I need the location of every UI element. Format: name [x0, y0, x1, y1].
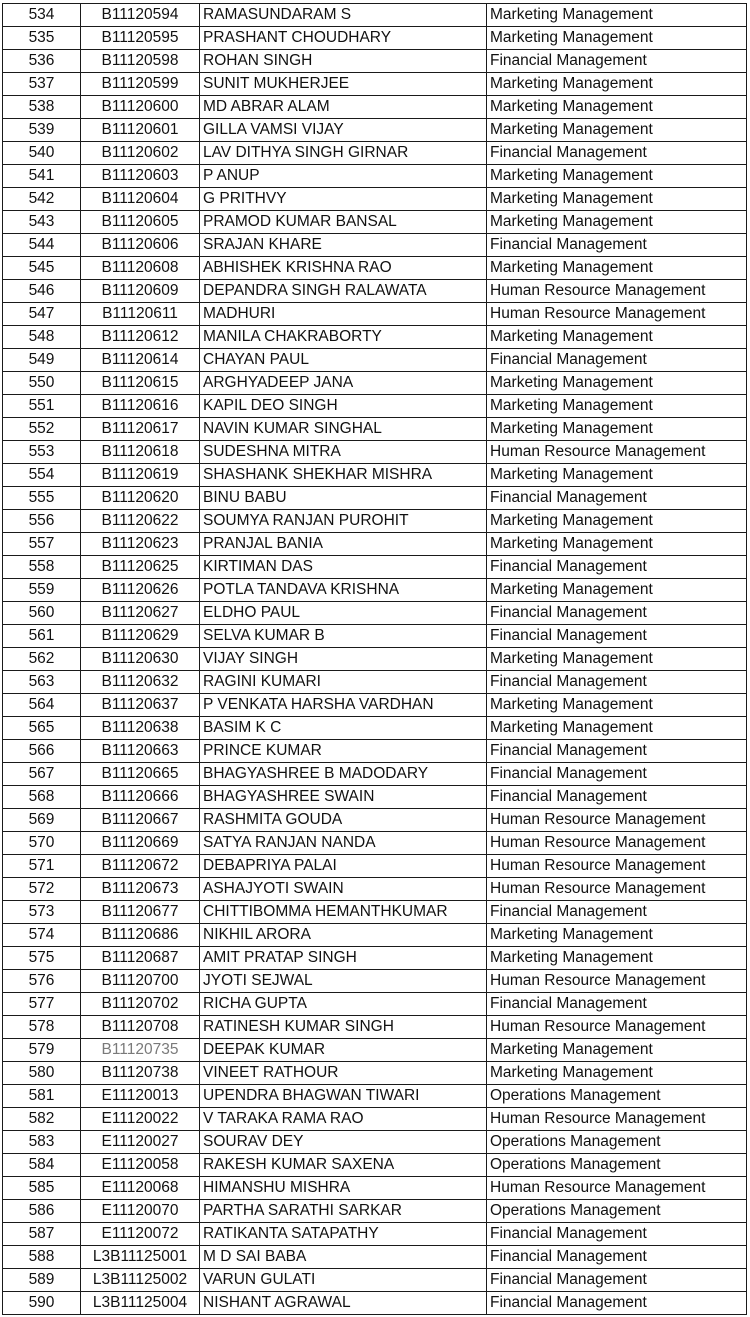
roll-number-cell: B11120594 [81, 4, 200, 27]
specialization-cell: Marketing Management [487, 96, 747, 119]
specialization-cell: Marketing Management [487, 947, 747, 970]
specialization-cell: Marketing Management [487, 579, 747, 602]
student-name-cell: UPENDRA BHAGWAN TIWARI [200, 1085, 487, 1108]
roll-number-cell: B11120611 [81, 303, 200, 326]
specialization-cell: Marketing Management [487, 73, 747, 96]
table-row [3, 142, 747, 165]
serial-number-cell: 587 [3, 1223, 81, 1246]
table-row [3, 50, 747, 73]
roll-number-cell: B11120735 [81, 1039, 200, 1062]
roll-number-cell: B11120620 [81, 487, 200, 510]
student-name-cell: M D SAI BABA [200, 1246, 487, 1269]
roll-number-cell: L3B11125001 [81, 1246, 200, 1269]
serial-number-cell: 553 [3, 441, 81, 464]
specialization-cell: Marketing Management [487, 418, 747, 441]
table-row [3, 1062, 747, 1085]
table-row [3, 1039, 747, 1062]
student-name-cell: RAMASUNDARAM S [200, 4, 487, 27]
roll-number-cell: B11120738 [81, 1062, 200, 1085]
specialization-cell: Financial Management [487, 1269, 747, 1292]
table-row [3, 1246, 747, 1269]
specialization-cell: Operations Management [487, 1200, 747, 1223]
specialization-cell: Financial Management [487, 786, 747, 809]
student-name-cell: MANILA CHAKRABORTY [200, 326, 487, 349]
roll-number-cell: B11120600 [81, 96, 200, 119]
table-row [3, 832, 747, 855]
specialization-cell: Financial Management [487, 487, 747, 510]
specialization-cell: Marketing Management [487, 648, 747, 671]
serial-number-cell: 590 [3, 1292, 81, 1315]
specialization-cell: Operations Management [487, 1085, 747, 1108]
student-name-cell: ABHISHEK KRISHNA RAO [200, 257, 487, 280]
serial-number-cell: 589 [3, 1269, 81, 1292]
roll-number-cell: B11120665 [81, 763, 200, 786]
table-row [3, 211, 747, 234]
serial-number-cell: 537 [3, 73, 81, 96]
student-name-cell: ELDHO PAUL [200, 602, 487, 625]
student-name-cell: V TARAKA RAMA RAO [200, 1108, 487, 1131]
table-row [3, 326, 747, 349]
specialization-cell: Financial Management [487, 993, 747, 1016]
student-name-cell: GILLA VAMSI VIJAY [200, 119, 487, 142]
serial-number-cell: 555 [3, 487, 81, 510]
table-row [3, 625, 747, 648]
student-name-cell: SOUMYA RANJAN PUROHIT [200, 510, 487, 533]
table-row [3, 579, 747, 602]
serial-number-cell: 576 [3, 970, 81, 993]
table-row [3, 303, 747, 326]
table-row [3, 487, 747, 510]
serial-number-cell: 546 [3, 280, 81, 303]
roll-number-cell: B11120625 [81, 556, 200, 579]
roll-number-cell: B11120673 [81, 878, 200, 901]
student-name-cell: SOURAV DEY [200, 1131, 487, 1154]
student-name-cell: RATIKANTA SATAPATHY [200, 1223, 487, 1246]
student-name-cell: LAV DITHYA SINGH GIRNAR [200, 142, 487, 165]
roll-number-cell: B11120627 [81, 602, 200, 625]
student-name-cell: SUNIT MUKHERJEE [200, 73, 487, 96]
student-name-cell: PARTHA SARATHI SARKAR [200, 1200, 487, 1223]
table-row [3, 4, 747, 27]
student-name-cell: AMIT PRATAP SINGH [200, 947, 487, 970]
student-name-cell: RAKESH KUMAR SAXENA [200, 1154, 487, 1177]
serial-number-cell: 548 [3, 326, 81, 349]
specialization-cell: Marketing Management [487, 464, 747, 487]
roll-number-cell: B11120619 [81, 464, 200, 487]
specialization-cell: Financial Management [487, 901, 747, 924]
serial-number-cell: 545 [3, 257, 81, 280]
specialization-cell: Marketing Management [487, 510, 747, 533]
specialization-cell: Financial Management [487, 740, 747, 763]
table-row [3, 1154, 747, 1177]
roll-number-cell: E11120058 [81, 1154, 200, 1177]
specialization-cell: Human Resource Management [487, 303, 747, 326]
serial-number-cell: 577 [3, 993, 81, 1016]
table-row [3, 901, 747, 924]
serial-number-cell: 536 [3, 50, 81, 73]
serial-number-cell: 568 [3, 786, 81, 809]
student-name-cell: RAGINI KUMARI [200, 671, 487, 694]
serial-number-cell: 580 [3, 1062, 81, 1085]
serial-number-cell: 557 [3, 533, 81, 556]
specialization-cell: Human Resource Management [487, 832, 747, 855]
serial-number-cell: 539 [3, 119, 81, 142]
table-row [3, 878, 747, 901]
specialization-cell: Human Resource Management [487, 1108, 747, 1131]
roll-number-cell: B11120626 [81, 579, 200, 602]
specialization-cell: Marketing Management [487, 1039, 747, 1062]
student-name-cell: JYOTI SEJWAL [200, 970, 487, 993]
table-row [3, 96, 747, 119]
roll-number-cell: B11120598 [81, 50, 200, 73]
roll-number-cell: L3B11125002 [81, 1269, 200, 1292]
specialization-cell: Marketing Management [487, 372, 747, 395]
roll-number-cell: B11120612 [81, 326, 200, 349]
table-row [3, 418, 747, 441]
serial-number-cell: 549 [3, 349, 81, 372]
table-row [3, 280, 747, 303]
student-name-cell: CHAYAN PAUL [200, 349, 487, 372]
serial-number-cell: 563 [3, 671, 81, 694]
serial-number-cell: 584 [3, 1154, 81, 1177]
serial-number-cell: 550 [3, 372, 81, 395]
specialization-cell: Human Resource Management [487, 970, 747, 993]
student-name-cell: SATYA RANJAN NANDA [200, 832, 487, 855]
serial-number-cell: 578 [3, 1016, 81, 1039]
table-row [3, 1085, 747, 1108]
roll-number-cell: B11120677 [81, 901, 200, 924]
specialization-cell: Financial Management [487, 349, 747, 372]
serial-number-cell: 570 [3, 832, 81, 855]
roll-number-cell: B11120629 [81, 625, 200, 648]
specialization-cell: Marketing Management [487, 694, 747, 717]
serial-number-cell: 574 [3, 924, 81, 947]
serial-number-cell: 573 [3, 901, 81, 924]
roll-number-cell: E11120070 [81, 1200, 200, 1223]
specialization-cell: Financial Management [487, 142, 747, 165]
student-name-cell: KAPIL DEO SINGH [200, 395, 487, 418]
specialization-cell: Financial Management [487, 1246, 747, 1269]
table-row [3, 717, 747, 740]
serial-number-cell: 571 [3, 855, 81, 878]
student-name-cell: NIKHIL ARORA [200, 924, 487, 947]
roll-number-cell: B11120614 [81, 349, 200, 372]
specialization-cell: Financial Management [487, 763, 747, 786]
table-row [3, 763, 747, 786]
specialization-cell: Human Resource Management [487, 1016, 747, 1039]
roll-number-cell: B11120617 [81, 418, 200, 441]
roll-number-cell: B11120637 [81, 694, 200, 717]
serial-number-cell: 552 [3, 418, 81, 441]
serial-number-cell: 543 [3, 211, 81, 234]
table-row [3, 165, 747, 188]
roll-number-cell: E11120027 [81, 1131, 200, 1154]
specialization-cell: Marketing Management [487, 165, 747, 188]
roll-number-cell: B11120608 [81, 257, 200, 280]
serial-number-cell: 538 [3, 96, 81, 119]
student-name-cell: PRASHANT CHOUDHARY [200, 27, 487, 50]
specialization-cell: Human Resource Management [487, 809, 747, 832]
student-name-cell: CHITTIBOMMA HEMANTHKUMAR [200, 901, 487, 924]
table-row [3, 1223, 747, 1246]
student-name-cell: KIRTIMAN DAS [200, 556, 487, 579]
student-name-cell: VARUN GULATI [200, 1269, 487, 1292]
student-name-cell: G PRITHVY [200, 188, 487, 211]
serial-number-cell: 581 [3, 1085, 81, 1108]
roll-number-cell: B11120599 [81, 73, 200, 96]
student-name-cell: BASIM K C [200, 717, 487, 740]
serial-number-cell: 565 [3, 717, 81, 740]
specialization-cell: Human Resource Management [487, 855, 747, 878]
table-row [3, 694, 747, 717]
table-row [3, 556, 747, 579]
serial-number-cell: 541 [3, 165, 81, 188]
student-name-cell: NAVIN KUMAR SINGHAL [200, 418, 487, 441]
specialization-cell: Financial Management [487, 1292, 747, 1315]
student-name-cell: SELVA KUMAR B [200, 625, 487, 648]
specialization-cell: Marketing Management [487, 533, 747, 556]
student-name-cell: BHAGYASHREE SWAIN [200, 786, 487, 809]
roll-number-cell: E11120022 [81, 1108, 200, 1131]
serial-number-cell: 579 [3, 1039, 81, 1062]
specialization-cell: Marketing Management [487, 188, 747, 211]
serial-number-cell: 582 [3, 1108, 81, 1131]
roll-number-cell: B11120606 [81, 234, 200, 257]
roll-number-cell: B11120686 [81, 924, 200, 947]
student-name-cell: VIJAY SINGH [200, 648, 487, 671]
roll-number-cell: B11120601 [81, 119, 200, 142]
student-name-cell: SUDESHNA MITRA [200, 441, 487, 464]
specialization-cell: Financial Management [487, 556, 747, 579]
student-name-cell: NISHANT AGRAWAL [200, 1292, 487, 1315]
student-name-cell: HIMANSHU MISHRA [200, 1177, 487, 1200]
roll-number-cell: B11120630 [81, 648, 200, 671]
roll-number-cell: B11120604 [81, 188, 200, 211]
specialization-cell: Financial Management [487, 625, 747, 648]
roll-number-cell: L3B11125004 [81, 1292, 200, 1315]
specialization-cell: Marketing Management [487, 1062, 747, 1085]
roll-number-cell: B11120609 [81, 280, 200, 303]
specialization-cell: Operations Management [487, 1154, 747, 1177]
serial-number-cell: 544 [3, 234, 81, 257]
specialization-cell: Marketing Management [487, 326, 747, 349]
serial-number-cell: 559 [3, 579, 81, 602]
table-row [3, 1200, 747, 1223]
specialization-cell: Operations Management [487, 1131, 747, 1154]
student-name-cell: BHAGYASHREE B MADODARY [200, 763, 487, 786]
specialization-cell: Financial Management [487, 50, 747, 73]
serial-number-cell: 556 [3, 510, 81, 533]
serial-number-cell: 569 [3, 809, 81, 832]
serial-number-cell: 547 [3, 303, 81, 326]
student-name-cell: VINEET RATHOUR [200, 1062, 487, 1085]
roll-number-cell: E11120068 [81, 1177, 200, 1200]
roll-number-cell: B11120672 [81, 855, 200, 878]
table-row [3, 1016, 747, 1039]
roll-number-cell: B11120605 [81, 211, 200, 234]
serial-number-cell: 534 [3, 4, 81, 27]
specialization-cell: Human Resource Management [487, 878, 747, 901]
serial-number-cell: 564 [3, 694, 81, 717]
table-row [3, 809, 747, 832]
table-row [3, 1131, 747, 1154]
roll-number-cell: B11120615 [81, 372, 200, 395]
serial-number-cell: 583 [3, 1131, 81, 1154]
table-row [3, 349, 747, 372]
table-row [3, 510, 747, 533]
roll-number-cell: B11120666 [81, 786, 200, 809]
table-row [3, 1269, 747, 1292]
table-row [3, 257, 747, 280]
student-name-cell: BINU BABU [200, 487, 487, 510]
roll-number-cell: B11120603 [81, 165, 200, 188]
table-row [3, 970, 747, 993]
serial-number-cell: 558 [3, 556, 81, 579]
roll-number-cell: B11120687 [81, 947, 200, 970]
serial-number-cell: 540 [3, 142, 81, 165]
serial-number-cell: 542 [3, 188, 81, 211]
student-name-cell: ASHAJYOTI SWAIN [200, 878, 487, 901]
serial-number-cell: 572 [3, 878, 81, 901]
table-row [3, 395, 747, 418]
serial-number-cell: 554 [3, 464, 81, 487]
table-row [3, 119, 747, 142]
table-row [3, 648, 747, 671]
table-row [3, 27, 747, 50]
specialization-cell: Financial Management [487, 1223, 747, 1246]
roll-number-cell: B11120638 [81, 717, 200, 740]
serial-number-cell: 566 [3, 740, 81, 763]
student-name-cell: RATINESH KUMAR SINGH [200, 1016, 487, 1039]
student-name-cell: ROHAN SINGH [200, 50, 487, 73]
student-name-cell: PRANJAL BANIA [200, 533, 487, 556]
table-row [3, 441, 747, 464]
table-row [3, 740, 747, 763]
student-name-cell: MADHURI [200, 303, 487, 326]
roll-number-cell: B11120618 [81, 441, 200, 464]
student-name-cell: DEEPAK KUMAR [200, 1039, 487, 1062]
table-row [3, 188, 747, 211]
roll-number-cell: B11120667 [81, 809, 200, 832]
student-name-cell: PRAMOD KUMAR BANSAL [200, 211, 487, 234]
roll-number-cell: B11120595 [81, 27, 200, 50]
roll-number-cell: B11120623 [81, 533, 200, 556]
serial-number-cell: 567 [3, 763, 81, 786]
specialization-cell: Financial Management [487, 602, 747, 625]
roll-number-cell: B11120616 [81, 395, 200, 418]
roll-number-cell: B11120663 [81, 740, 200, 763]
table-row [3, 855, 747, 878]
roll-number-cell: B11120700 [81, 970, 200, 993]
table-row [3, 234, 747, 257]
roll-number-cell: B11120708 [81, 1016, 200, 1039]
specialization-cell: Financial Management [487, 671, 747, 694]
student-name-cell: SHASHANK SHEKHAR MISHRA [200, 464, 487, 487]
serial-number-cell: 585 [3, 1177, 81, 1200]
table-row [3, 947, 747, 970]
specialization-cell: Marketing Management [487, 119, 747, 142]
roll-number-cell: E11120013 [81, 1085, 200, 1108]
specialization-cell: Marketing Management [487, 4, 747, 27]
table-row [3, 671, 747, 694]
table-row [3, 786, 747, 809]
table-body [3, 4, 747, 1315]
serial-number-cell: 588 [3, 1246, 81, 1269]
roll-number-cell: B11120602 [81, 142, 200, 165]
student-name-cell: DEBAPRIYA PALAI [200, 855, 487, 878]
student-name-cell: ARGHYADEEP JANA [200, 372, 487, 395]
serial-number-cell: 575 [3, 947, 81, 970]
table-row [3, 1292, 747, 1315]
student-name-cell: RASHMITA GOUDA [200, 809, 487, 832]
table-row [3, 924, 747, 947]
serial-number-cell: 561 [3, 625, 81, 648]
roll-number-cell: B11120669 [81, 832, 200, 855]
roll-number-cell: E11120072 [81, 1223, 200, 1246]
table-row [3, 1177, 747, 1200]
student-name-cell: SRAJAN KHARE [200, 234, 487, 257]
serial-number-cell: 535 [3, 27, 81, 50]
specialization-cell: Marketing Management [487, 395, 747, 418]
specialization-cell: Financial Management [487, 234, 747, 257]
specialization-cell: Marketing Management [487, 211, 747, 234]
table-row [3, 1108, 747, 1131]
specialization-cell: Human Resource Management [487, 441, 747, 464]
student-name-cell: DEPANDRA SINGH RALAWATA [200, 280, 487, 303]
serial-number-cell: 560 [3, 602, 81, 625]
specialization-cell: Marketing Management [487, 924, 747, 947]
serial-number-cell: 562 [3, 648, 81, 671]
student-name-cell: POTLA TANDAVA KRISHNA [200, 579, 487, 602]
table-row [3, 602, 747, 625]
table-row [3, 372, 747, 395]
student-name-cell: P ANUP [200, 165, 487, 188]
roll-number-cell: B11120622 [81, 510, 200, 533]
student-name-cell: RICHA GUPTA [200, 993, 487, 1016]
student-name-cell: PRINCE KUMAR [200, 740, 487, 763]
student-name-cell: MD ABRAR ALAM [200, 96, 487, 119]
table-row [3, 464, 747, 487]
table-row [3, 533, 747, 556]
specialization-cell: Marketing Management [487, 717, 747, 740]
specialization-cell: Human Resource Management [487, 1177, 747, 1200]
specialization-cell: Human Resource Management [487, 280, 747, 303]
student-name-cell: P VENKATA HARSHA VARDHAN [200, 694, 487, 717]
serial-number-cell: 551 [3, 395, 81, 418]
roll-number-cell: B11120632 [81, 671, 200, 694]
table-row [3, 993, 747, 1016]
serial-number-cell: 586 [3, 1200, 81, 1223]
specialization-cell: Marketing Management [487, 257, 747, 280]
student-specialization-table [2, 3, 747, 1315]
specialization-cell: Marketing Management [487, 27, 747, 50]
roll-number-cell: B11120702 [81, 993, 200, 1016]
table-row [3, 73, 747, 96]
